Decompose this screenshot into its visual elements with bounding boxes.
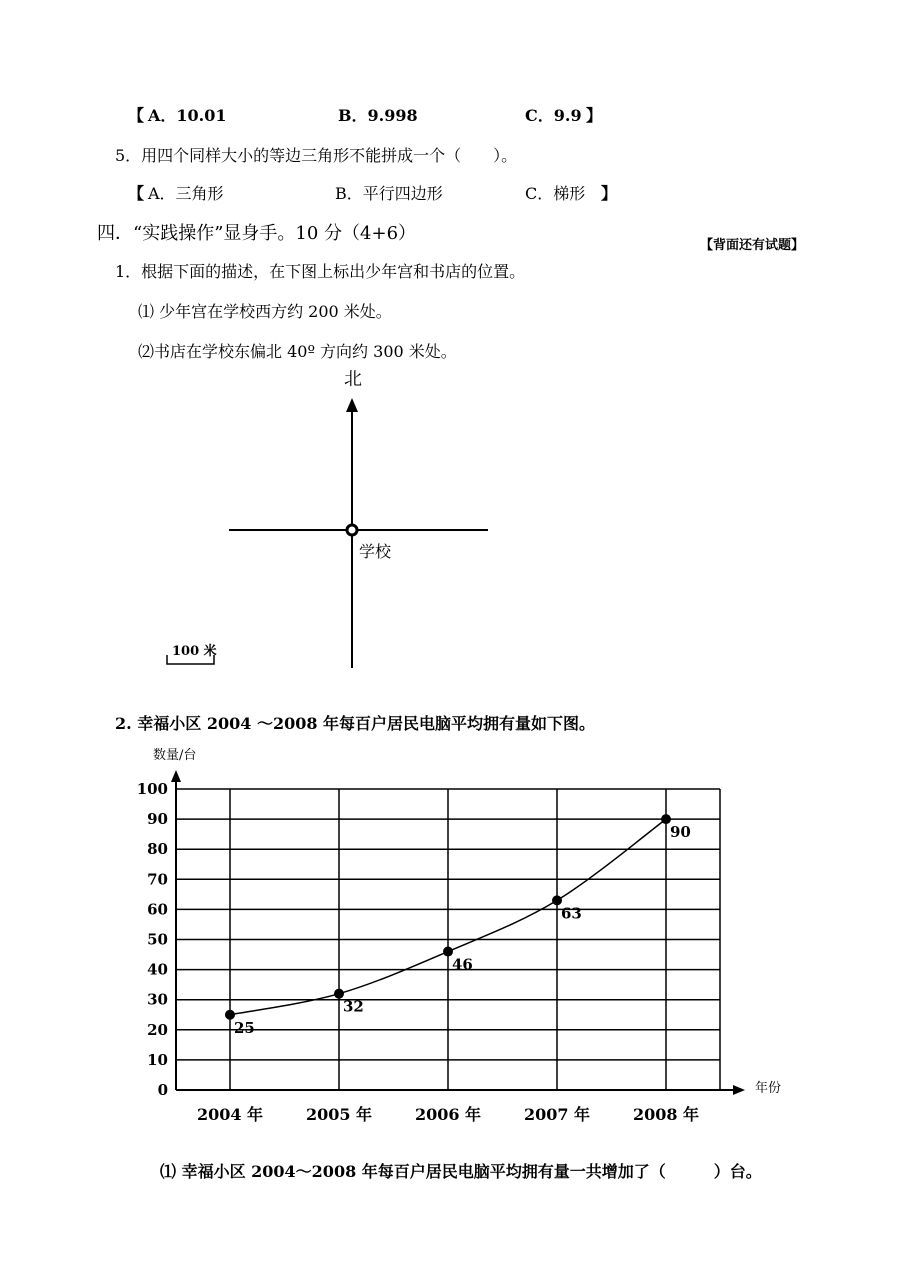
x-axis-arrow	[733, 1085, 745, 1095]
y-tick-label: 80	[147, 840, 168, 859]
x-axis-title: 年份	[755, 1081, 782, 1096]
q4-close-bracket: 】	[586, 106, 603, 125]
y-tick-label: 40	[147, 960, 168, 979]
scale-label: 100 米	[172, 644, 217, 659]
y-tick-label: 30	[147, 990, 168, 1009]
x-tick-label: 2004 年	[196, 1105, 264, 1124]
q5-open-bracket: 【	[128, 184, 145, 203]
data-label: 25	[234, 1018, 255, 1037]
task1-sub1: ⑴ 少年宫在学校西方约 200 米处。	[138, 302, 392, 321]
x-tick-label: 2008 年	[632, 1105, 700, 1124]
q5-text: 5．用四个同样大小的等边三角形不能拼成一个（ ）。	[115, 146, 518, 165]
data-label: 32	[343, 997, 364, 1016]
task1-text: 1．根据下面的描述，在下图上标出少年宫和书店的位置。	[115, 262, 526, 281]
q4-option-b: B．9.998	[338, 106, 418, 125]
task2-text: 2. 幸福小区 2004 ～2008 年每百户居民电脑平均拥有量如下图。	[115, 714, 596, 733]
q4-option-c: C．9.9	[525, 106, 582, 125]
data-label: 46	[452, 955, 473, 974]
y-tick-label: 10	[147, 1050, 168, 1069]
y-axis-arrow	[171, 770, 181, 782]
y-tick-label: 20	[147, 1020, 168, 1039]
q5-option-a: A．三角形	[148, 184, 224, 203]
back-page-note: 【背面还有试题】	[700, 238, 805, 253]
data-label: 63	[561, 904, 582, 923]
y-tick-label: 100	[136, 780, 168, 798]
task2-question: ⑴ 幸福小区 2004～2008 年每百户居民电脑平均拥有量一共增加了（ ）台。	[160, 1162, 762, 1181]
q5-close-bracket: 】	[601, 184, 618, 203]
q5-option-c: C．梯形	[525, 184, 586, 203]
task1-sub2: ⑵书店在学校东偏北 40º 方向约 300 米处。	[138, 342, 457, 361]
q4-open-bracket: 【	[128, 106, 145, 125]
q5-option-b: B．平行四边形	[335, 184, 443, 203]
y-tick-label: 60	[147, 900, 168, 919]
y-tick-label: 50	[147, 930, 168, 949]
y-axis-title: 数量/台	[153, 748, 197, 763]
y-tick-label: 0	[157, 1081, 168, 1099]
q4-option-a: A．10.01	[148, 106, 227, 125]
x-tick-label: 2006 年	[414, 1105, 482, 1124]
y-tick-label: 70	[147, 870, 168, 889]
x-tick-label: 2007 年	[523, 1105, 591, 1124]
north-label: 北	[344, 369, 362, 390]
data-label: 90	[670, 823, 691, 842]
school-label: 学校	[359, 542, 392, 561]
section-title: 四．“实践操作”显身手。10 分（4+6）	[97, 223, 417, 244]
x-tick-label: 2005 年	[305, 1105, 373, 1124]
y-tick-label: 90	[147, 810, 168, 829]
